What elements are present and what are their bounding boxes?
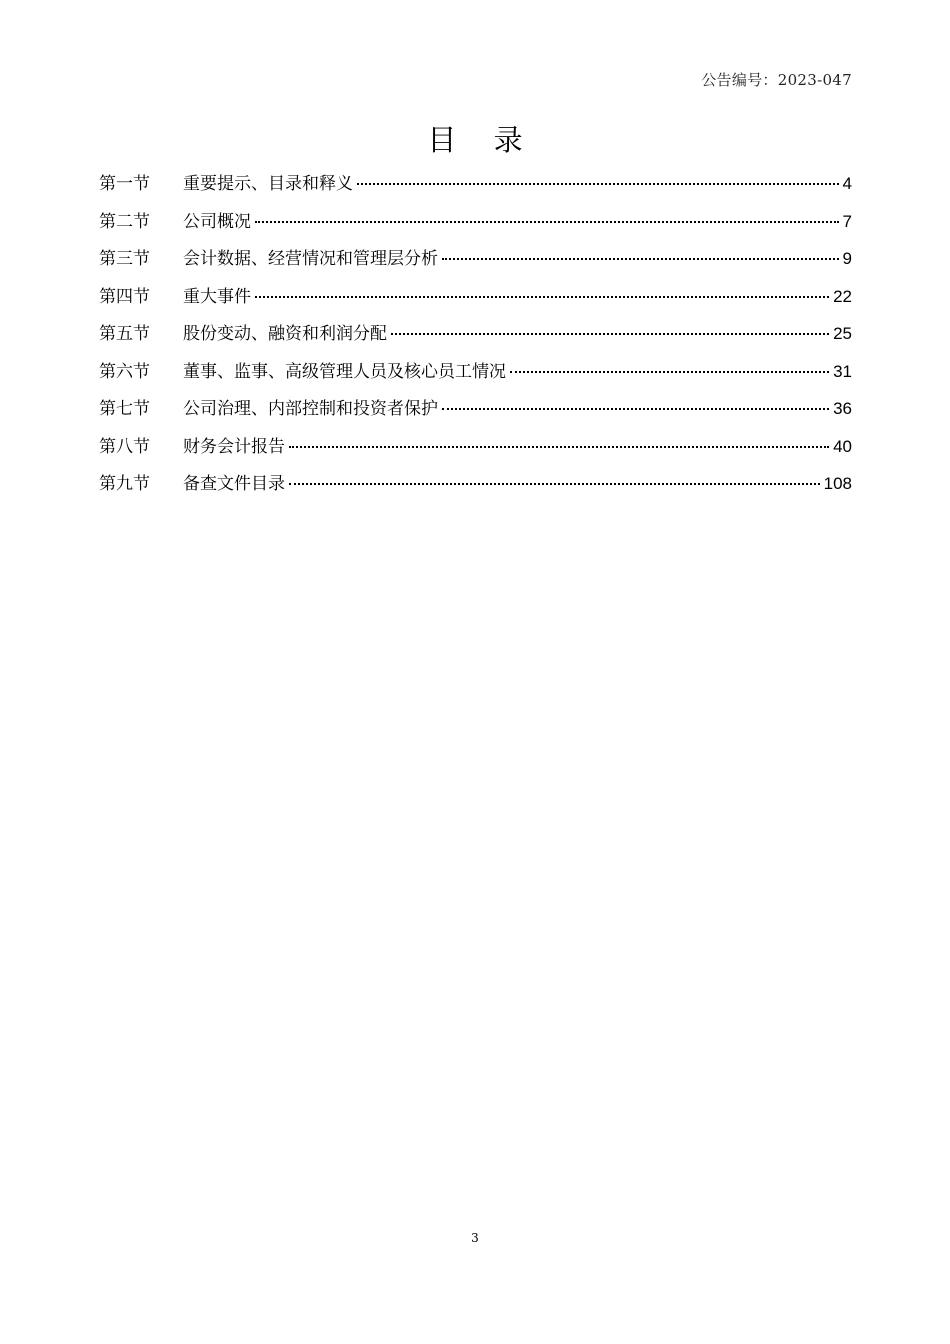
toc-entry[interactable] [99,170,852,208]
toc-section-number: 第一节 [99,174,150,194]
toc-section-number: 第五节 [99,324,150,344]
toc-page-number: 7 [842,211,852,231]
toc-leader-dots [357,183,839,185]
toc-page-number: 4 [842,174,852,193]
toc-heading: 公司治理、内部控制和投资者保护 [183,399,438,419]
toc-leader-dots [289,483,820,485]
toc-page-number: 31 [833,361,852,381]
toc-page-number: 25 [833,324,852,343]
toc-heading: 公司概况 [183,211,251,232]
toc-page-number: 108 [823,474,852,493]
toc-leader-dots [255,296,829,298]
toc-section-number: 第九节 [99,474,150,494]
toc-section-number: 第三节 [99,249,150,269]
toc-entry[interactable] [99,208,852,246]
table-of-contents [99,170,852,508]
toc-entry[interactable] [99,320,852,358]
page-number: 3 [471,1231,479,1245]
toc-heading: 重要提示、目录和释义 [183,174,353,194]
toc-heading: 股份变动、融资和利润分配 [183,324,387,344]
toc-section-number: 第八节 [99,436,150,457]
toc-entry[interactable] [99,283,852,321]
toc-heading: 重大事件 [183,286,251,307]
toc-entry[interactable] [99,470,852,508]
toc-title: 目 录 [427,123,537,157]
toc-leader-dots [391,333,829,335]
toc-heading: 财务会计报告 [183,436,285,457]
toc-leader-dots [510,371,829,373]
toc-page-number: 36 [833,399,852,418]
toc-leader-dots [442,258,839,260]
toc-entry[interactable] [99,433,852,471]
toc-section-number: 第六节 [99,361,150,382]
toc-page-number: 40 [833,436,852,456]
toc-leader-dots [442,408,829,410]
toc-section-number: 第二节 [99,211,150,232]
toc-section-number: 第七节 [99,399,150,419]
toc-heading: 备查文件目录 [183,474,285,494]
toc-leader-dots [289,446,829,448]
announcement-number: 公告编号：2023-047 [701,71,852,89]
toc-entry[interactable] [99,245,852,283]
toc-heading: 董事、监事、高级管理人员及核心员工情况 [183,361,506,382]
toc-page-number: 22 [833,286,852,306]
toc-leader-dots [255,221,839,223]
toc-entry[interactable] [99,395,852,433]
toc-section-number: 第四节 [99,286,150,307]
toc-page-number: 9 [842,249,852,268]
toc-entry[interactable] [99,358,852,396]
toc-heading: 会计数据、经营情况和管理层分析 [183,249,438,269]
